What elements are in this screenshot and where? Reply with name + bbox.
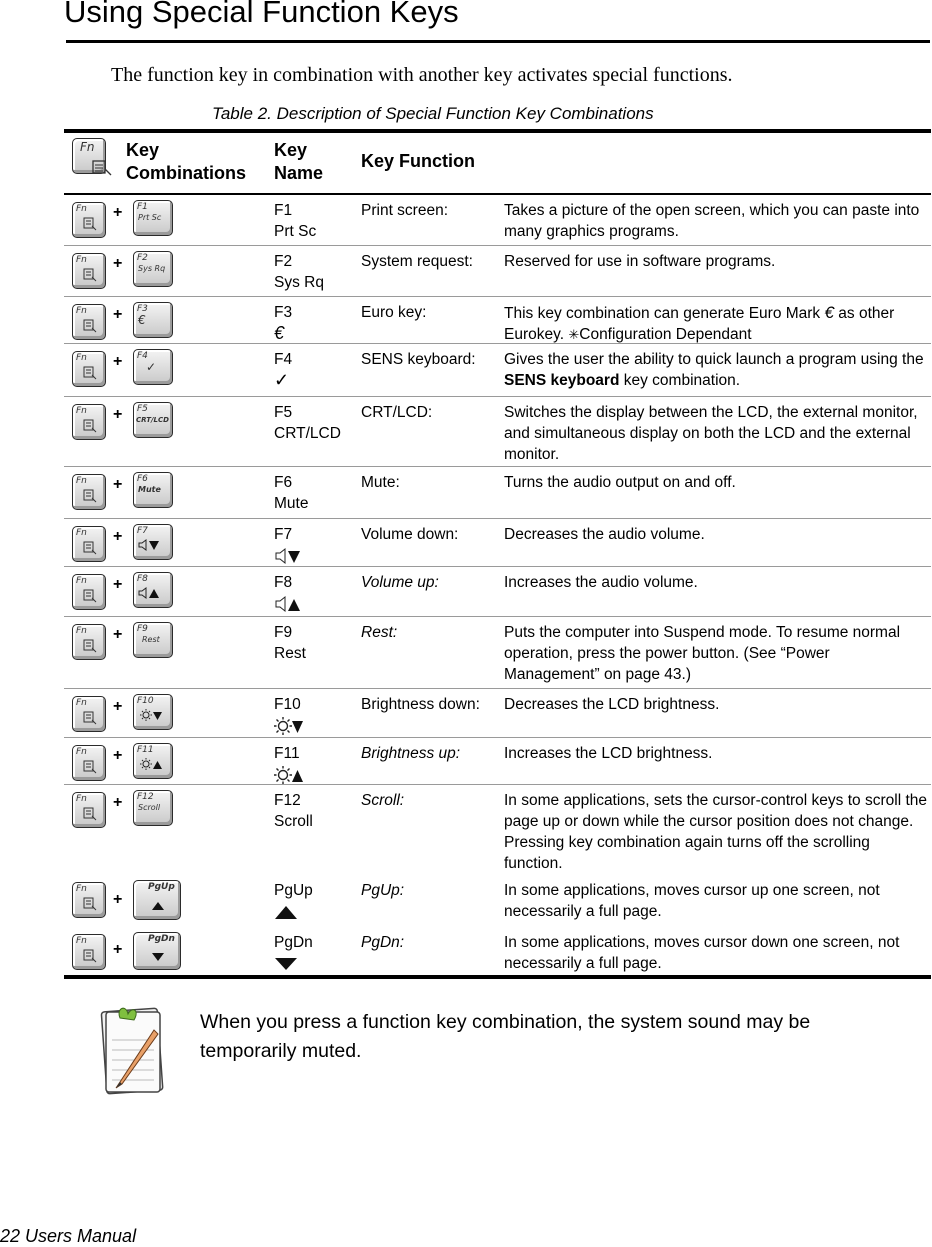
menu-glyph <box>83 807 97 821</box>
table-row-f7 <box>64 519 931 567</box>
header-key-function: Key Function <box>361 151 476 171</box>
plus-sign: + <box>113 204 123 221</box>
f2-key-icon: F2 Sys Rq <box>133 251 173 287</box>
table-row-f5 <box>64 397 931 467</box>
key-function-desc: In some applications, moves cursor down one screen, not necessarily a full page. <box>504 934 900 972</box>
volume-up-icon <box>274 594 302 614</box>
key-function-desc: Turns the audio output on and off. <box>504 474 736 491</box>
key-function-desc: Increases the audio volume. <box>504 574 698 591</box>
plus-sign: + <box>113 255 123 272</box>
volume-down-icon <box>274 546 302 566</box>
fn-key-icon: Fn <box>72 526 106 562</box>
plus-sign: + <box>113 353 123 370</box>
key-name: F6 Mute <box>274 474 309 512</box>
brightness-down-icon <box>274 716 304 736</box>
key-name: PgUp <box>274 880 313 922</box>
plus-sign: + <box>113 941 123 958</box>
page-footer: 22 Users Manual <box>0 1226 137 1246</box>
menu-glyph <box>91 159 113 177</box>
key-function-label: Scroll: <box>361 792 405 809</box>
arrow-down-icon <box>274 954 298 974</box>
key-name: F11 <box>274 743 304 785</box>
key-name: F9 Rest <box>274 624 306 662</box>
table-row-f10 <box>64 689 931 738</box>
note-text: When you press a function key combination, the system sound may be temporarily muted. <box>200 1011 811 1062</box>
key-function-label: PgUp: <box>361 882 405 899</box>
menu-glyph <box>83 489 97 503</box>
menu-glyph <box>83 949 97 963</box>
fn-key-icon: Fn <box>72 574 106 610</box>
plus-sign: + <box>113 794 123 811</box>
key-function-desc: In some applications, moves cursor up one screen, not necessarily a full page. <box>504 882 880 920</box>
fn-key-icon: Fn <box>72 202 106 238</box>
header-key-name-line1: Key <box>274 140 308 160</box>
check-icon: ✓ <box>274 370 290 390</box>
table-row-f8 <box>64 567 931 617</box>
key-function-label: Volume down: <box>361 526 459 543</box>
key-name: F12 Scroll <box>274 792 313 830</box>
arrow-down-icon <box>151 952 165 962</box>
table-row-f6 <box>64 467 931 519</box>
menu-glyph <box>83 268 97 282</box>
f9-key-icon: F9 Rest <box>133 622 173 658</box>
fn-key-icon: Fn <box>72 474 106 510</box>
key-function-desc: Takes a picture of the open screen, which you can paste into many graphics programs. <box>504 202 920 240</box>
menu-glyph <box>83 419 97 433</box>
plus-sign: + <box>113 747 123 764</box>
fn-key-icon: Fn <box>72 304 106 340</box>
header-key-comb-line2: Combinations <box>126 163 246 183</box>
euro-icon: € <box>274 323 285 343</box>
f10-key-icon: F10 <box>133 694 173 730</box>
key-function-desc: Reserved for use in software programs. <box>504 253 776 270</box>
pgup-key-icon: PgUp <box>133 880 181 920</box>
header-key-name-line2: Name <box>274 163 324 183</box>
brightness-up-icon <box>140 757 164 771</box>
euro-icon: € <box>824 303 834 322</box>
plus-sign: + <box>113 698 123 715</box>
table-row-f2 <box>64 246 931 297</box>
key-name: F1 Prt Sc <box>274 202 317 240</box>
title-rule <box>66 40 930 43</box>
fn-cap-label: Fn <box>80 140 95 154</box>
fn-key-icon: Fn <box>72 934 106 970</box>
table-row-f3 <box>64 297 931 344</box>
note-pencil-icon <box>96 1000 168 1101</box>
page-title: Using Special Function Keys <box>64 0 459 29</box>
key-function-label: Volume up: <box>361 574 439 591</box>
fn-key-icon: Fn <box>72 745 106 781</box>
pgdn-key-icon: PgDn <box>133 932 181 970</box>
menu-glyph <box>83 639 97 653</box>
key-name: F4 ✓ <box>274 351 293 390</box>
brightness-down-icon <box>140 708 164 722</box>
plus-sign: + <box>113 528 123 545</box>
header-key-comb-line1: Key <box>126 140 160 160</box>
plus-sign: + <box>113 626 123 643</box>
table-row-f1 <box>64 195 931 246</box>
key-name: F2 Sys Rq <box>274 253 324 291</box>
menu-glyph <box>83 711 97 725</box>
table-row-f9 <box>64 617 931 689</box>
key-function-label: Mute: <box>361 474 400 491</box>
arrow-up-icon <box>151 901 165 911</box>
f7-key-icon: F7 <box>133 524 173 560</box>
menu-glyph <box>83 366 97 380</box>
header-key-combinations <box>126 139 246 185</box>
plus-sign: + <box>113 576 123 593</box>
key-function-desc: Gives the user the ability to quick launch a program using the SENS keyboard key combination. <box>504 351 924 389</box>
key-name: F8 <box>274 572 302 614</box>
fn-key-icon: Fn <box>72 696 106 732</box>
f5-key-icon: F5 CRT/LCD <box>133 402 173 438</box>
key-function-label: Euro key: <box>361 304 427 321</box>
key-function-desc: Puts the computer into Suspend mode. To resume normal operation, press the power button. (See “Power Management” on page 43.) <box>504 624 901 683</box>
key-function-desc: In some applications, sets the cursor-control keys to scroll the page up or down while the cursor position does not change. Pressing key combination again turns off the scrolling function. <box>504 792 927 872</box>
f4-key-icon: F4 ✓ <box>133 349 173 385</box>
key-function-desc: Decreases the audio volume. <box>504 526 705 543</box>
arrow-up-icon <box>274 902 298 922</box>
plus-sign: + <box>113 476 123 493</box>
table-row-pgup <box>64 875 931 927</box>
fn-key-icon: Fn <box>72 404 106 440</box>
menu-glyph <box>83 589 97 603</box>
key-function-desc: This key combination can generate Euro Mark € as other Eurokey. ✳Configuration Dependant <box>504 303 895 343</box>
key-function-label: CRT/LCD: <box>361 404 433 421</box>
key-function-label: PgDn: <box>361 934 405 951</box>
f12-key-icon: F12 Scroll <box>133 790 173 826</box>
plus-sign: + <box>113 406 123 423</box>
menu-glyph <box>83 541 97 555</box>
table-row-pgdn <box>64 927 931 975</box>
key-name: F10 <box>274 694 304 736</box>
f6-key-icon: F6 Mute <box>133 472 173 508</box>
table-row-f12 <box>64 785 931 875</box>
key-function-label: Brightness up: <box>361 745 461 762</box>
header-key-name <box>274 139 323 185</box>
menu-glyph <box>83 897 97 911</box>
f1-key-icon: F1 Prt Sc <box>133 200 173 236</box>
key-function-label: Print screen: <box>361 202 449 219</box>
key-function-label: SENS keyboard: <box>361 351 476 368</box>
key-name: PgDn <box>274 932 313 974</box>
f11-key-icon: F11 <box>133 743 173 779</box>
fn-key-icon: Fn <box>72 351 106 387</box>
key-function-label: Rest: <box>361 624 398 641</box>
fn-key-icon: Fn <box>72 624 106 660</box>
fn-key-icon: Fn <box>72 882 106 918</box>
key-name: F5 CRT/LCD <box>274 404 341 442</box>
volume-up-icon <box>138 586 160 600</box>
f3-key-icon: F3 € <box>133 302 173 338</box>
menu-glyph <box>83 760 97 774</box>
key-function-desc: Switches the display between the LCD, the external monitor, and simultaneous display on both the LCD and the external monitor. <box>504 404 918 463</box>
fn-key-icon: Fn <box>72 253 106 289</box>
table-bottom-rule <box>64 975 931 979</box>
plus-sign: + <box>113 891 123 908</box>
volume-down-icon <box>138 538 160 552</box>
menu-glyph <box>83 217 97 231</box>
table-row-f11 <box>64 738 931 785</box>
menu-glyph <box>83 319 97 333</box>
key-function-desc: Increases the LCD brightness. <box>504 745 713 762</box>
fn-key-icon: Fn <box>72 792 106 828</box>
table-top-rule <box>64 129 931 133</box>
asterisk-icon: ✳ <box>568 327 580 342</box>
key-function-label: System request: <box>361 253 473 270</box>
key-name: F3 € <box>274 304 293 343</box>
key-name: F7 <box>274 524 302 566</box>
brightness-up-icon <box>274 765 304 785</box>
key-function-label: Brightness down: <box>361 696 480 713</box>
table-caption: Table 2. Description of Special Function Key Combinations <box>212 104 654 123</box>
plus-sign: + <box>113 306 123 323</box>
f8-key-icon: F8 <box>133 572 173 608</box>
key-function-desc: Decreases the LCD brightness. <box>504 696 720 713</box>
intro-text: The function key in combination with another key activates special functions. <box>111 64 733 86</box>
table-row-f4 <box>64 344 931 397</box>
fn-key-icon <box>72 138 106 174</box>
